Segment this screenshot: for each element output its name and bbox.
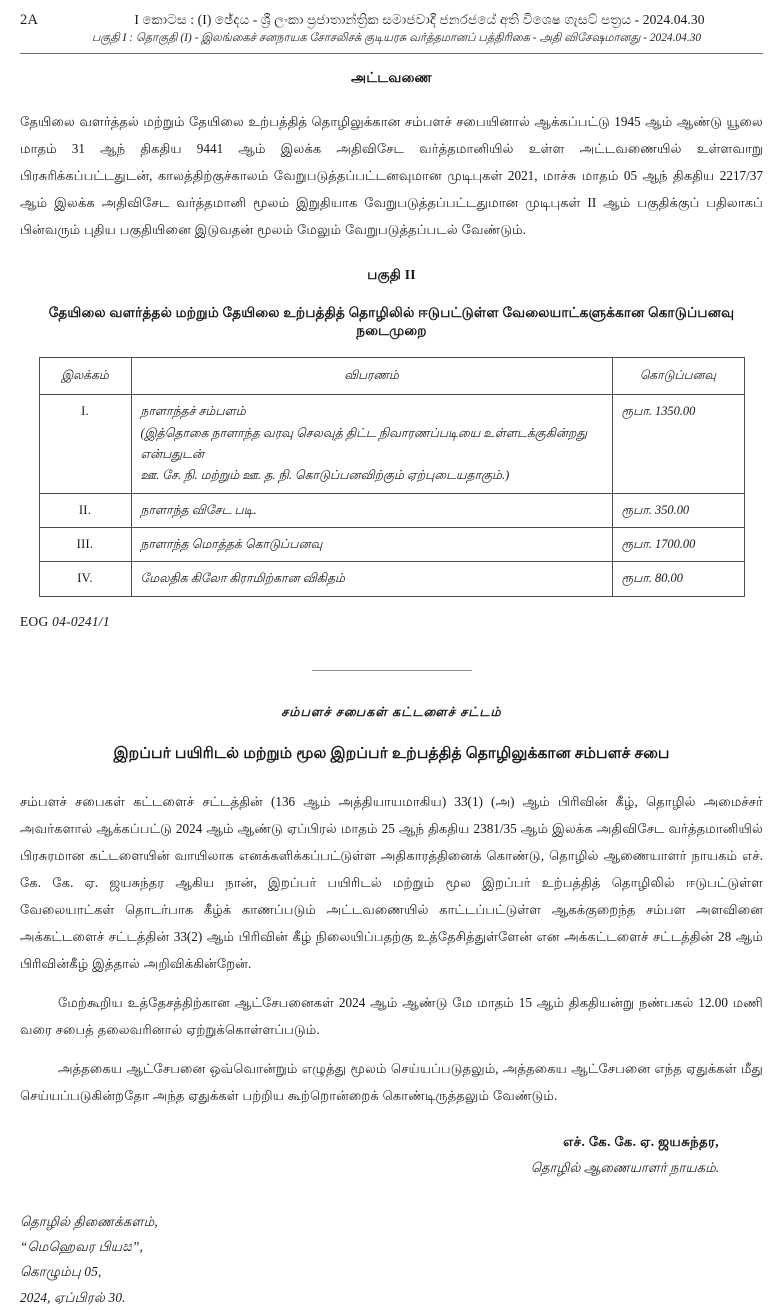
body-paragraph-2: மேற்கூறிய உத்தேசத்திற்கான ஆட்சேபனைகள் 2024 ஆம் ஆண்டு மே மாதம் 15 ஆம் திகதியன்று நண்பகல் 12.00 மணி வரை சபைத் தலைவரினால் ஏற்றுக்கொள்ளப்படும்.: [20, 995, 763, 1038]
table-row: [39, 493, 744, 527]
office-name: தொழில் திணைக்களம்,: [20, 1213, 158, 1229]
wages-board-title: இறப்பர் பயிரிடல் மற்றும் மூல இறப்பர் உற்பத்தித் தொழிலுக்கான சம்பளச் சபை: [113, 744, 670, 762]
office-city: கொழும்பு 05,: [20, 1264, 102, 1280]
page-header: [20, 8, 763, 54]
folio-number: 2A: [20, 12, 39, 28]
row-description: [131, 527, 612, 561]
row-amount: ரூபா. 1700.00: [612, 527, 744, 561]
office-date: 2024, ஏப்பிரல் 30.: [20, 1289, 126, 1305]
table-row: [39, 562, 744, 596]
column-header-description: விபரணம்: [131, 358, 612, 395]
row-description: [131, 395, 612, 493]
row-number: III.: [39, 527, 131, 561]
header-sinhala-row: [20, 12, 763, 29]
signature-block: [20, 1129, 763, 1180]
table-row: [39, 527, 744, 561]
row-number: IV.: [39, 562, 131, 596]
signatory-designation: தொழில் ஆணையாளர் நாயகம்.: [530, 1160, 719, 1176]
row-amount: ரூபா. 80.00: [612, 562, 744, 596]
part-title-line-2: நடைமுறை: [356, 323, 427, 339]
eog-code: 04-0241/1: [52, 613, 110, 629]
schedule-heading: அட்டவணை: [351, 70, 432, 85]
eog-label: EOG: [20, 613, 49, 629]
allowance-table: [39, 357, 745, 596]
part-title-line-1: தேயிலை வளர்த்தல் மற்றும் தேயிலை உற்பத்தித் தொழிலில் ஈடுபட்டுள்ள வேலையாட்களுக்கான கொடுப்பனவு: [48, 305, 735, 321]
office-building: “மெஹெவர பியස”,: [20, 1239, 144, 1255]
row-description-main: நாளாந்த மொத்தக் கொடுப்பனவு: [140, 536, 323, 551]
row-description-sub-1: (இத்தொகை நாளாந்த வரவு செலவுத் திட்ட நிவாரணப்படியை உள்ளடக்குகின்றது என்பதுடன்: [140, 425, 588, 461]
table-header-row: [39, 358, 744, 395]
table-row: [39, 395, 744, 493]
eog-reference: [20, 614, 763, 630]
column-header-number: இலக்கம்: [39, 358, 131, 395]
body-paragraph-3: அத்தகைய ஆட்சேபனை ஒவ்வொன்றும் எழுத்து மூலம் செய்யப்படுதலும், அத்தகைய ஆட்சேபனை எந்த ஏதுக்கள் மீது செய்யப்படுகின்றதோ அந்த ஏதுக்கள் பற்றிய கூற்றொன்றைக் கொண்டிருத்தலும் வேண்டும்.: [20, 1061, 763, 1104]
row-description-main: நாளாந்தச் சம்பளம்: [140, 404, 246, 419]
column-header-amount: கொடுப்பனவு: [612, 358, 744, 395]
signatory-name: எச். கே. கே. ஏ. ஜயசுந்தர,: [563, 1134, 719, 1150]
part-label: பகுதி II: [367, 267, 416, 283]
row-amount: ரூபா. 1350.00: [612, 395, 744, 493]
header-sinhala-line: I කොටස : (I) ඡේදය - ශ්‍රී ලංකා ප්‍රජාතාන්ත්‍රික සමාජවාදී ජනරජයේ අති විශෙෂ ගැසට් පත්‍රය - 2024.04.30: [134, 12, 705, 27]
row-description-sub-2: ஊ. சே. நி. மற்றும் ஊ. த. நி. கொடுப்பனவிற்கும் ஏற்புடையதாகும்.): [140, 468, 510, 483]
row-description-main: நாளாந்த விசேட படி.: [140, 502, 257, 517]
row-number: II.: [39, 493, 131, 527]
row-description: [131, 493, 612, 527]
body-paragraph-1: சம்பளச் சபைகள் கட்டளைச் சட்டத்தின் (136 ஆம் அத்தியாயமாகிய) 33(1) (அ) ஆம் பிரிவின் கீழ், தொழில் அமைச்சர் அவர்களால் ஆக்கப்பட்டு 2024 ஆம் ஆண்டு ஏப்பிரல் மாதம் 25 ஆந் திகதிய 2381/35 ஆம் இலக்க அதிவிசேட வர்த்தமானியில் பிரசுரமான கட்டளையின் வாயிலாக எனக்களிக்கப்பட்டுள்ள அதிகாரத்தினைக் கொண்டு, தொழில் ஆணையாளர் நாயகம் எச். கே. கே. ஏ. ஜயசுந்தர ஆகிய நான், இறப்பர் பயிரிடல் மற்றும் மூல இறப்பர் உற்பத்தித் தொழிலில் ஈடுபட்டுள்ள வேலையாட்கள் தொடர்பாக கீழ்க் காணப்படும் அட்டவணையில் காட்டப்பட்டுள்ள ஆகக்குறைந்த சம்பள அளவினை அக்கட்டளைச் சட்டத்தின் 33(2) ஆம் பிரிவின் கீழ் நிலையிப்பதற்கு உத்தேசித்துள்ளேன் என அக்கட்டளைச் சட்டத்தின் 28 ஆம் பிரிவின்கீழ் இத்தால் அறிவிக்கின்றேன்.: [20, 793, 763, 971]
intro-paragraph: தேயிலை வளர்த்தல் மற்றும் தேயிலை உற்பத்தித் தொழிலுக்கான சம்பளச் சபையினால் ஆக்கப்பட்டு 1945 ஆம் ஆண்டு யூலை மாதம் 31 ஆந் திகதிய 9441 ஆம் இலக்க அதிவிசேட வர்த்தமானியில் உள்ள அட்டவணையில் உள்ளவாறு பிரசுரிக்கப்பட்டதுடன், காலத்திற்குச்காலம் வேறுபடுத்தப்பட்டனவுமான முடிபுகள் 2021, மாச்சு மாதம் 05 ஆந் திகதிய 2217/37 ஆம் இலக்க அதிவிசேட வர்த்தமானி மூலம் இறுதியாக வேறுபடுத்தப்பட்டதுமான முடிபுகள் II ஆம் பகுதிக்குப் பதிலாகப் பின்வரும் புதிய பகுதியினை இடுவதன் மூலம் மேலும் வேறுபடுத்தப்படல் வேண்டும்.: [20, 114, 763, 238]
row-description: [131, 562, 612, 596]
header-tamil-line: பகுதி I : தொகுதி (I) - இலங்கைச் சனநாயக சோசலிசக் குடியரசு வர்த்தமானப் பத்திரிகை - அதி விசேஷமானது - 2024.04.30: [91, 32, 702, 44]
issuing-office-block: [20, 1209, 763, 1310]
row-description-main: மேலதிக கிலோ கிராமிற்கான விகிதம்: [140, 571, 345, 586]
row-number: I.: [39, 395, 131, 493]
ordinance-title: சம்பளச் சபைகள் கட்டளைச் சட்டம்: [281, 704, 502, 719]
row-amount: ரூபா. 350.00: [612, 493, 744, 527]
